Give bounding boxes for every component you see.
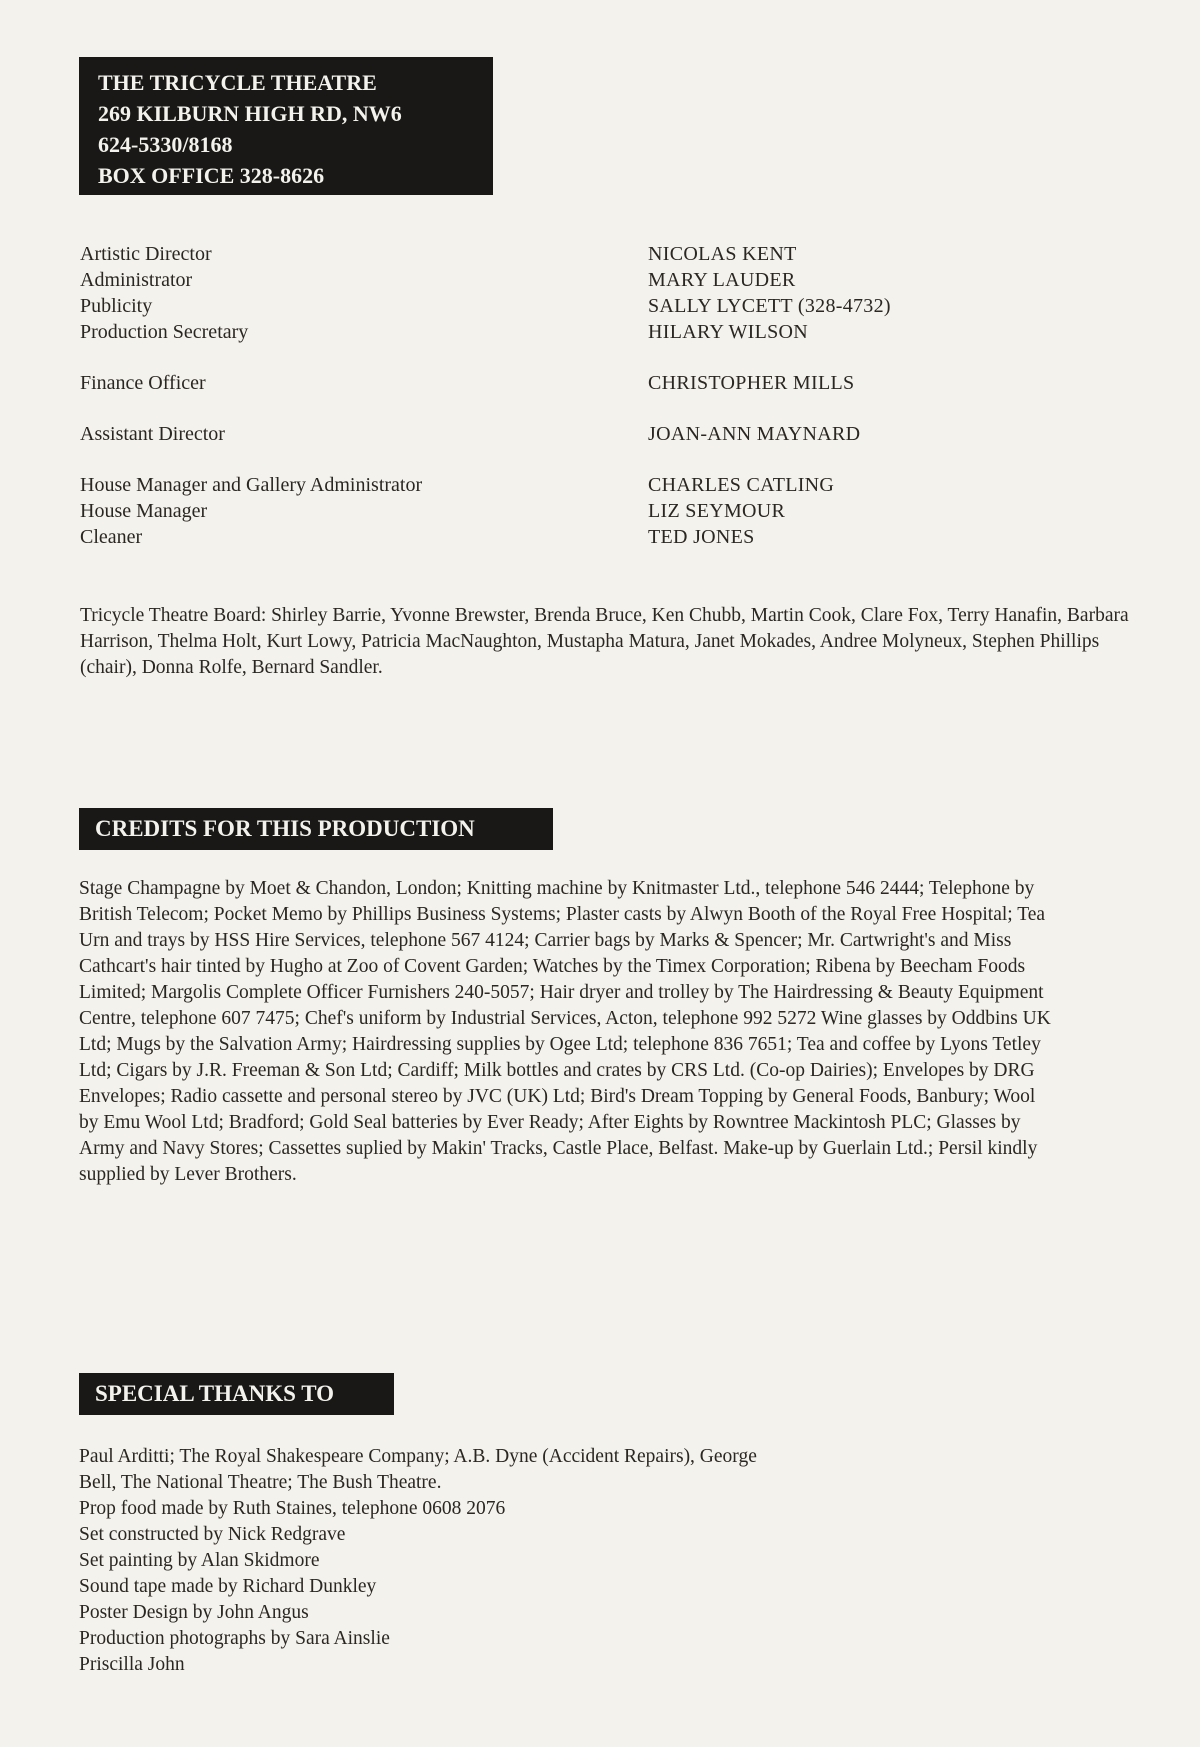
staff-name: SALLY LYCETT (328-4732) <box>648 295 891 317</box>
staff-group <box>80 370 1130 396</box>
staff-role: House Manager <box>80 500 208 522</box>
staff-row <box>80 524 1130 550</box>
staff-name: NICOLAS KENT <box>648 243 797 265</box>
thanks-list <box>79 1444 1054 1678</box>
staff-name: TED JONES <box>648 526 755 548</box>
thanks-heading: SPECIAL THANKS TO <box>79 1373 394 1415</box>
staff-name: LIZ SEYMOUR <box>648 500 786 522</box>
staff-row <box>80 241 1130 267</box>
staff-role: Assistant Director <box>80 423 225 445</box>
staff-role: Production Secretary <box>80 321 249 343</box>
thanks-line: Sound tape made by Richard Dunkley <box>79 1576 377 1597</box>
staff-name: CHARLES CATLING <box>648 474 835 496</box>
staff-list <box>80 241 1130 575</box>
thanks-line: Priscilla John <box>79 1654 185 1675</box>
box-office-phone: BOX OFFICE 328-8626 <box>98 163 325 188</box>
staff-role: Finance Officer <box>80 372 206 394</box>
staff-row <box>80 472 1130 498</box>
thanks-line: Poster Design by John Angus <box>79 1602 309 1623</box>
staff-row <box>80 498 1130 524</box>
staff-row <box>80 267 1130 293</box>
staff-role: Artistic Director <box>80 243 212 265</box>
staff-role: House Manager and Gallery Administrator <box>80 474 423 496</box>
thanks-line: Bell, The National Theatre; The Bush Theatre. <box>79 1472 442 1493</box>
thanks-line: Production photographs by Sara Ainslie <box>79 1628 390 1649</box>
staff-role: Cleaner <box>80 526 143 548</box>
staff-name: MARY LAUDER <box>648 269 796 291</box>
staff-row <box>80 421 1130 447</box>
credits-heading: CREDITS FOR THIS PRODUCTION <box>79 808 553 850</box>
staff-group <box>80 241 1130 345</box>
staff-row <box>80 319 1130 345</box>
theatre-phone: 624-5330/8168 <box>98 132 233 157</box>
staff-name: JOAN-ANN MAYNARD <box>648 423 861 445</box>
staff-group <box>80 421 1130 447</box>
staff-row <box>80 370 1130 396</box>
credits-text: Stage Champagne by Moet & Chandon, London; Knitting machine by Knitmaster Ltd., telephone 546 2444; Telephone by British Telecom; Pocket Memo by Phillips Business Systems; Plaster casts by Alwyn Booth of the Royal Free Hospital; Tea Urn and trays by HSS Hire Services, telephone 567 4124; Carrier bags by Marks & Spencer; Mr. Cartwright's and Miss Cathcart's hair tinted by Hugho at Zoo of Covent Garden; Watches by the Timex Corporation; Ribena by Beecham Foods Limited; Margolis Complete Officer Furnishers 240-5057; Hair dryer and trolley by The Hairdressing & Beauty Equipment Centre, telephone 607 7475; Chef's uniform by Industrial Services, Acton, telephone 992 5272 Wine glasses by Oddbins UK Ltd; Mugs by the Salvation Army; Hairdressing supplies by Ogee Ltd; telephone 836 7651; Tea and coffee by Lyons Tetley Ltd; Cigars by J.R. Freeman & Son Ltd; Cardiff; Milk bottles and crates by CRS Ltd. (Co-op Dairies); Envelopes by DRG Envelopes; Radio cassette and personal stereo by JVC (UK) Ltd; Bird's Dream Topping by General Foods, Banbury; Wool by Emu Wool Ltd; Bradford; Gold Seal batteries by Ever Ready; After Eights by Rowntree Mackintosh PLC; Glasses by Army and Navy Stores; Cassettes suplied by Makin' Tracks, Castle Place, Belfast. Make-up by Guerlain Ltd.; Persil kindly supplied by Lever Brothers. <box>79 878 1051 1185</box>
staff-group <box>80 472 1130 550</box>
thanks-line: Set constructed by Nick Redgrave <box>79 1524 346 1545</box>
staff-name: CHRISTOPHER MILLS <box>648 372 855 394</box>
thanks-line: Paul Arditti; The Royal Shakespeare Company; A.B. Dyne (Accident Repairs), George <box>79 1446 757 1467</box>
staff-role: Administrator <box>80 269 193 291</box>
board-members: Tricycle Theatre Board: Shirley Barrie, Yvonne Brewster, Brenda Bruce, Ken Chubb, Martin Cook, Clare Fox, Terry Hanafin, Barbara Harrison, Thelma Holt, Kurt Lowy, Patricia MacNaughton, Mustapha Matura, Janet Mokades, Andree Molyneux, Stephen Phillips (chair), Donna Rolfe, Bernard Sandler. <box>80 605 1129 678</box>
thanks-line: Prop food made by Ruth Staines, telephone 0608 2076 <box>79 1498 506 1519</box>
staff-role: Publicity <box>80 295 153 317</box>
theatre-name: THE TRICYCLE THEATRE <box>98 70 377 95</box>
staff-row <box>80 293 1130 319</box>
theatre-address-block <box>79 57 493 195</box>
theatre-address: 269 KILBURN HIGH RD, NW6 <box>98 101 402 126</box>
staff-name: HILARY WILSON <box>648 321 809 343</box>
thanks-line: Set painting by Alan Skidmore <box>79 1550 320 1571</box>
